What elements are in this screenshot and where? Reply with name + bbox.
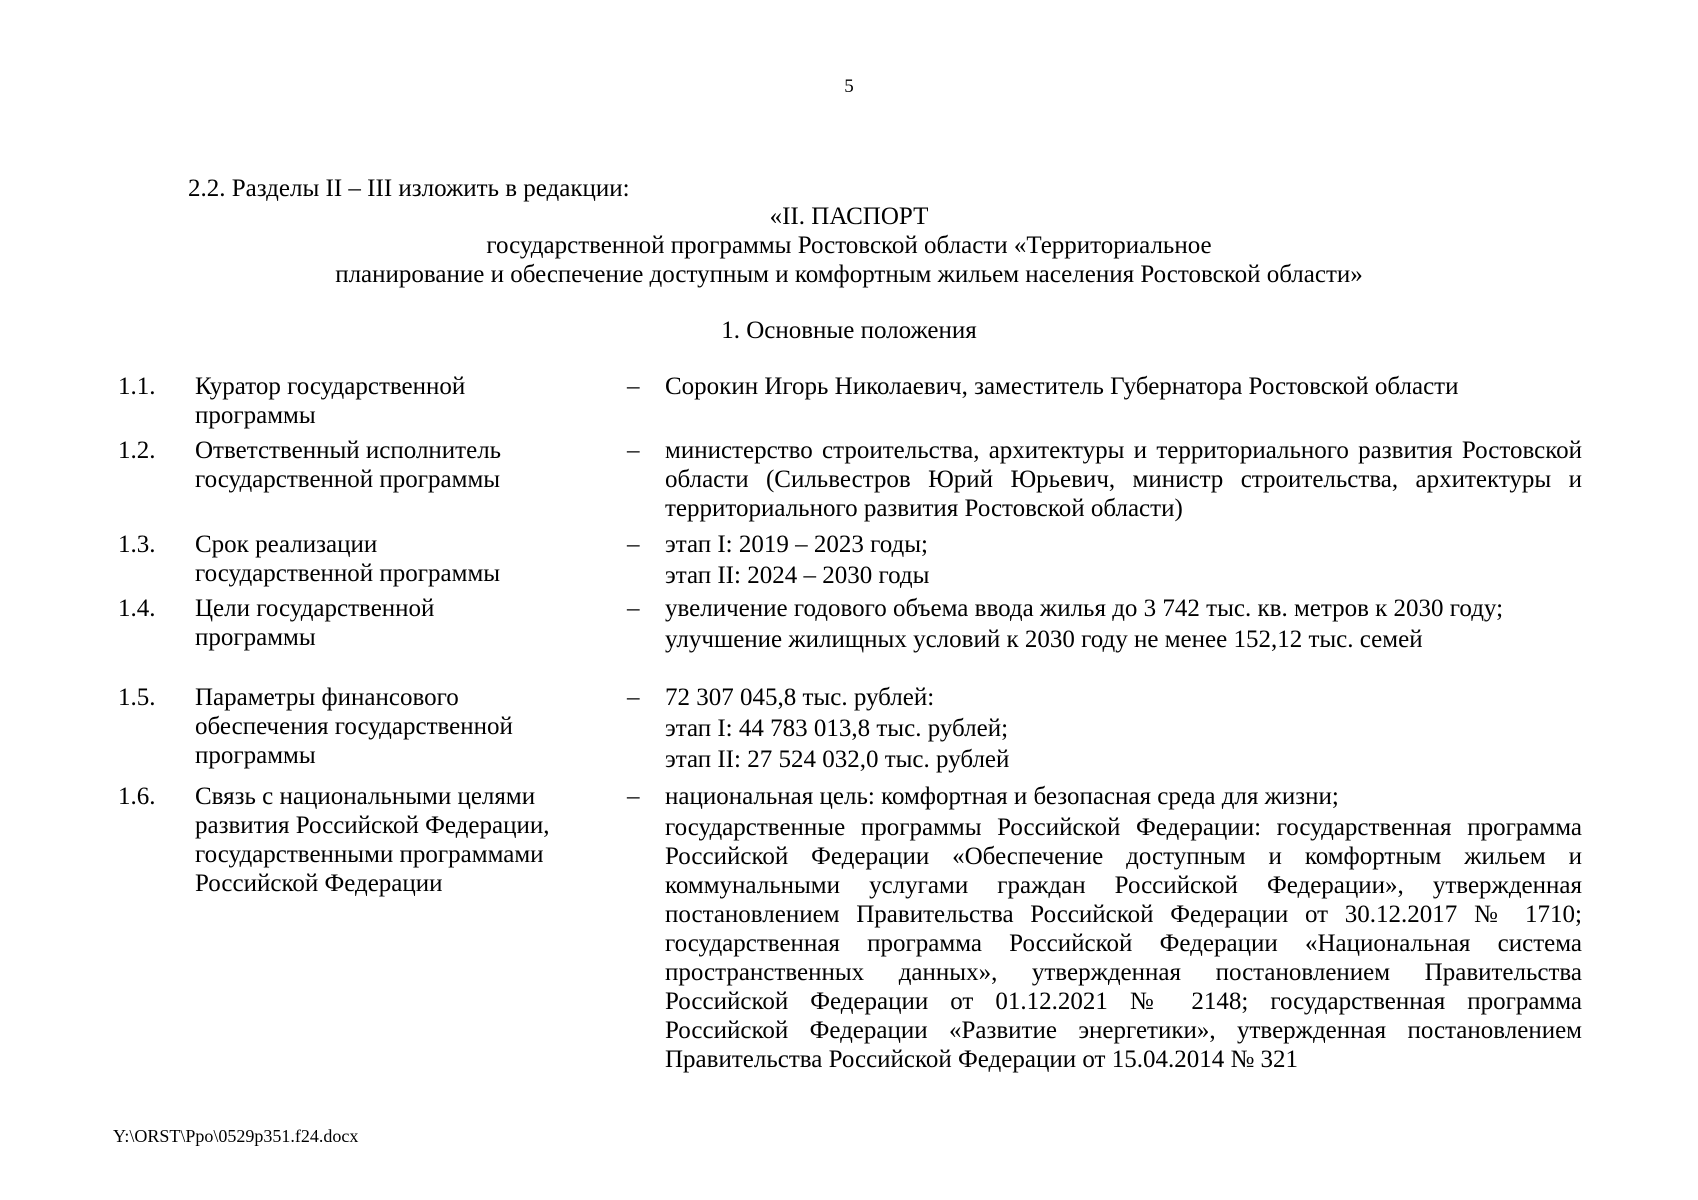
row-label-line: программы: [195, 624, 316, 651]
row-label: [195, 683, 625, 770]
row-label: [195, 372, 625, 430]
row-number: 1.3.: [118, 531, 156, 558]
row-value-paragraph: этап I: 2019 – 2023 годы;: [665, 531, 929, 558]
row-label-line: программы: [195, 402, 316, 429]
row-number: 1.1.: [118, 373, 156, 400]
heading-line-2: государственной программы Ростовской области «Территориальное: [486, 232, 1212, 259]
intro-text: 2.2. Разделы II – III изложить в редакции:: [188, 175, 630, 202]
row-label-line: Срок реализации: [195, 531, 378, 558]
row-label-line: развития Российской Федерации,: [195, 812, 550, 839]
row-label-line: Российской Федерации: [195, 870, 443, 897]
row-value-paragraph: этап II: 27 524 032,0 тыс. рублей: [665, 746, 1010, 773]
heading-line-3: планирование и обеспечение доступным и комфортным жильем населения Ростовской области»: [335, 261, 1363, 288]
row-label-line: Параметры финансового: [195, 684, 459, 711]
row-dash: –: [627, 531, 640, 558]
section-title: 1. Основные положения: [721, 317, 977, 344]
row-value-paragraph: Сорокин Игорь Николаевич, заместитель Губернатора Ростовской области: [665, 373, 1459, 400]
row-label-line: Цели государственной: [195, 595, 435, 622]
row-value: [665, 594, 1582, 654]
row-value: [665, 372, 1582, 401]
row-label-line: государственными программами: [195, 841, 544, 868]
row-value-paragraph: этап I: 44 783 013,8 тыс. рублей;: [665, 715, 1009, 742]
row-value-paragraph: государственные программы Российской Федерации: государственная программа Российской Федерации «Обеспечение доступным и комфортным жильем и коммунальными услугами граждан Российской Федерации», утвержденная постановлением Правительства Российской Федерации от 30.12.2017 № 1710; государственная программа Российской Федерации «Национальная система пространственных данных», утвержденная постановлением Правительства Российской Федерации от 01.12.2021 № 2148; государственная программа Российской Федерации «Развитие энергетики», утвержденная постановлением Правительства Российской Федерации от 15.04.2014 № 321: [665, 814, 1582, 1073]
row-value: [665, 683, 1582, 774]
row-number: 1.5.: [118, 684, 156, 711]
row-dash: –: [627, 595, 640, 622]
row-label-line: государственной программы: [195, 560, 501, 587]
row-dash: –: [627, 373, 640, 400]
row-dash: –: [627, 783, 640, 810]
row-label-line: программы: [195, 742, 316, 769]
row-number: 1.4.: [118, 595, 156, 622]
row-value: [665, 530, 1582, 590]
row-label-line: Связь с национальными целями: [195, 783, 536, 810]
row-value: [665, 436, 1582, 523]
row-label: [195, 594, 625, 652]
row-value-paragraph: национальная цель: комфортная и безопасная среда для жизни;: [665, 783, 1339, 810]
row-label: [195, 530, 625, 588]
row-value-paragraph: министерство строительства, архитектуры и территориального развития Ростовской области (Сильвестров Юрий Юрьевич, министр строительства, архитектуры и территориального развития Ростовской области): [665, 437, 1582, 522]
row-label-line: Ответственный исполнитель: [195, 437, 502, 464]
row-value: [665, 782, 1582, 1074]
row-label: [195, 436, 625, 494]
page-number: 5: [844, 76, 854, 97]
row-value-paragraph: 72 307 045,8 тыс. рублей:: [665, 684, 935, 711]
row-label-line: государственной программы: [195, 466, 501, 493]
heading-line-1: «II. ПАСПОРТ: [769, 203, 929, 230]
row-dash: –: [627, 437, 640, 464]
row-dash: –: [627, 684, 640, 711]
row-number: 1.2.: [118, 437, 156, 464]
row-label: [195, 782, 625, 898]
row-number: 1.6.: [118, 783, 156, 810]
row-value-paragraph: увеличение годового объема ввода жилья до 3 742 тыс. кв. метров к 2030 году;: [665, 595, 1504, 622]
row-value-paragraph: улучшение жилищных условий к 2030 году не менее 152,12 тыс. семей: [665, 626, 1423, 653]
row-label-line: Куратор государственной: [195, 373, 466, 400]
row-label-line: обеспечения государственной: [195, 713, 513, 740]
row-value-paragraph: этап II: 2024 – 2030 годы: [665, 562, 930, 589]
file-path-footer: Y:\ORST\Ppo\0529p351.f24.docx: [113, 1126, 359, 1146]
passport-heading: [0, 202, 1698, 289]
